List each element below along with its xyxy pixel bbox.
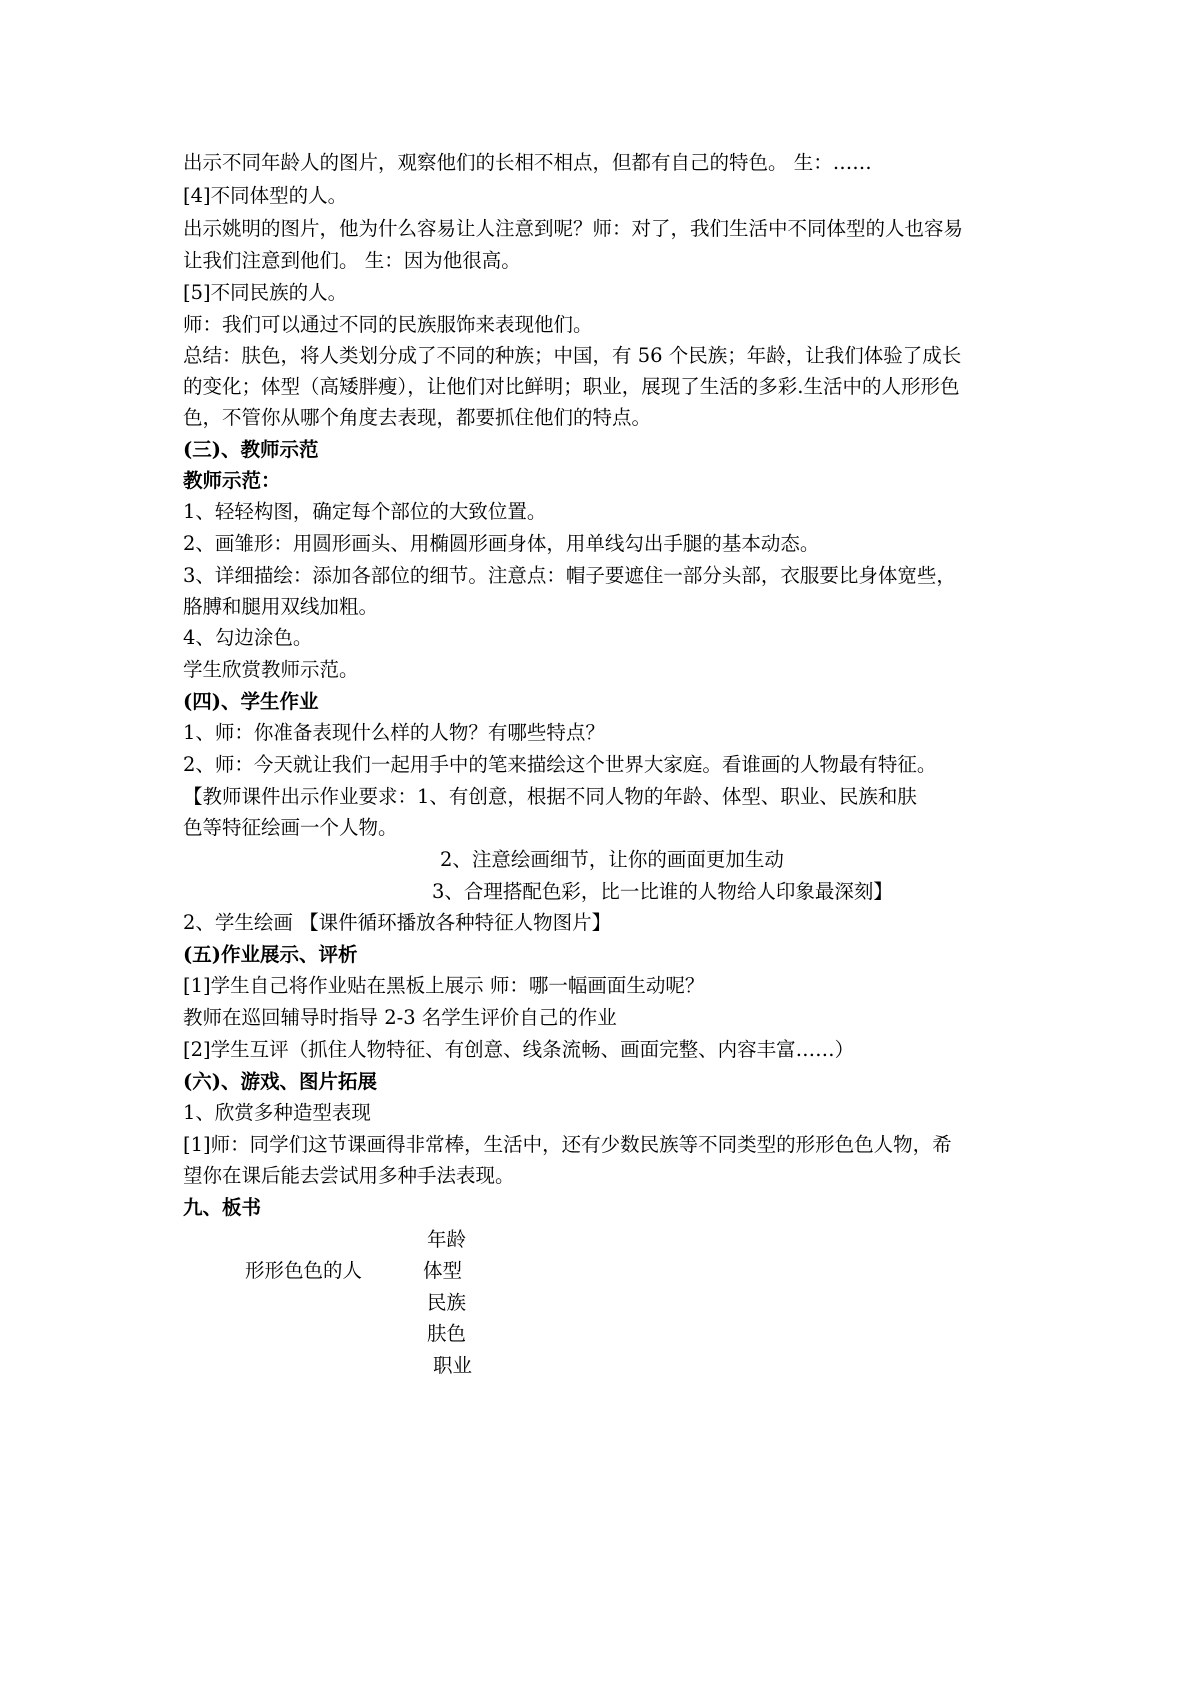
text-line: 教师在巡回辅导时指导 2-3 名学生评价自己的作业 [183,1006,617,1029]
board-item: 体型 [423,1259,463,1282]
section-heading: (六)、游戏、图片拓展 [183,1070,377,1093]
text-line: [1]学生自己将作业贴在黑板上展示 师：哪一幅画面生动呢？ [183,974,705,997]
text-line: 胳膊和腿用双线加粗。 [183,595,379,618]
text-line: [4]不同体型的人。 [183,184,348,207]
board-item: 民族 [427,1291,467,1314]
text-line: 2、学生绘画 【课件循环播放各种特征人物图片】 [183,911,612,934]
text-line: 2、师：今天就让我们一起用手中的笔来描绘这个世界大家庭。看谁画的人物最有特征。 [183,753,937,776]
text-line: [1]师：同学们这节课画得非常棒，生活中，还有少数民族等不同类型的形形色色人物，希 [183,1133,952,1156]
text-line: 色，不管你从哪个角度去表现，都要抓住他们的特点。 [183,406,652,429]
text-line: 3、详细描绘：添加各部位的细节。注意点：帽子要遮住一部分头部，衣服要比身体宽些， [183,564,956,587]
section-heading: (五)作业展示、评析 [183,943,358,966]
text-line: 让我们注意到他们。 生：因为他很高。 [183,249,521,272]
text-line: 1、轻轻构图，确定每个部位的大致位置。 [183,500,547,523]
text-line: 1、欣赏多种造型表现 [183,1101,371,1124]
text-line: 的变化；体型（高矮胖瘦），让他们对比鲜明；职业，展现了生活的多彩.生活中的人形形色 [183,375,960,398]
section-subheading: 教师示范： [183,469,281,492]
text-line: 【教师课件出示作业要求：1、有创意，根据不同人物的年龄、体型、职业、民族和肤 [183,785,917,808]
text-line: [5]不同民族的人。 [183,281,348,304]
text-line: 2、注意绘画细节，让你的画面更加生动 [440,848,784,871]
text-line: 出示不同年龄人的图片，观察他们的长相不相点，但都有自己的特色。 生：…… [183,151,872,174]
board-title: 形形色色的人 [245,1259,363,1282]
board-item: 职业 [433,1354,473,1377]
text-line: 4、勾边涂色。 [183,626,313,649]
text-line: 2、画雏形：用圆形画头、用椭圆形画身体，用单线勾出手腿的基本动态。 [183,532,820,555]
text-line: 学生欣赏教师示范。 [183,658,359,681]
section-heading: (四)、学生作业 [183,690,319,713]
section-heading: (三)、教师示范 [183,438,319,461]
section-heading: 九、板书 [183,1196,262,1219]
board-item: 肤色 [427,1322,467,1345]
board-item: 年龄 [427,1228,467,1251]
text-line: 师：我们可以通过不同的民族服饰来表现他们。 [183,313,593,336]
text-line: [2]学生互评（抓住人物特征、有创意、线条流畅、画面完整、内容丰富……） [183,1038,855,1061]
text-line: 色等特征绘画一个人物。 [183,816,398,839]
text-line: 望你在课后能去尝试用多种手法表现。 [183,1164,515,1187]
text-line: 3、合理搭配色彩，比一比谁的人物给人印象最深刻】 [432,880,893,903]
text-line: 1、师：你准备表现什么样的人物？有哪些特点？ [183,721,605,744]
text-line: 总结：肤色，将人类划分成了不同的种族；中国，有 56 个民族；年龄，让我们体验了成长 [183,344,962,367]
text-line: 出示姚明的图片，他为什么容易让人注意到呢？师：对了，我们生活中不同体型的人也容易 [183,217,964,240]
